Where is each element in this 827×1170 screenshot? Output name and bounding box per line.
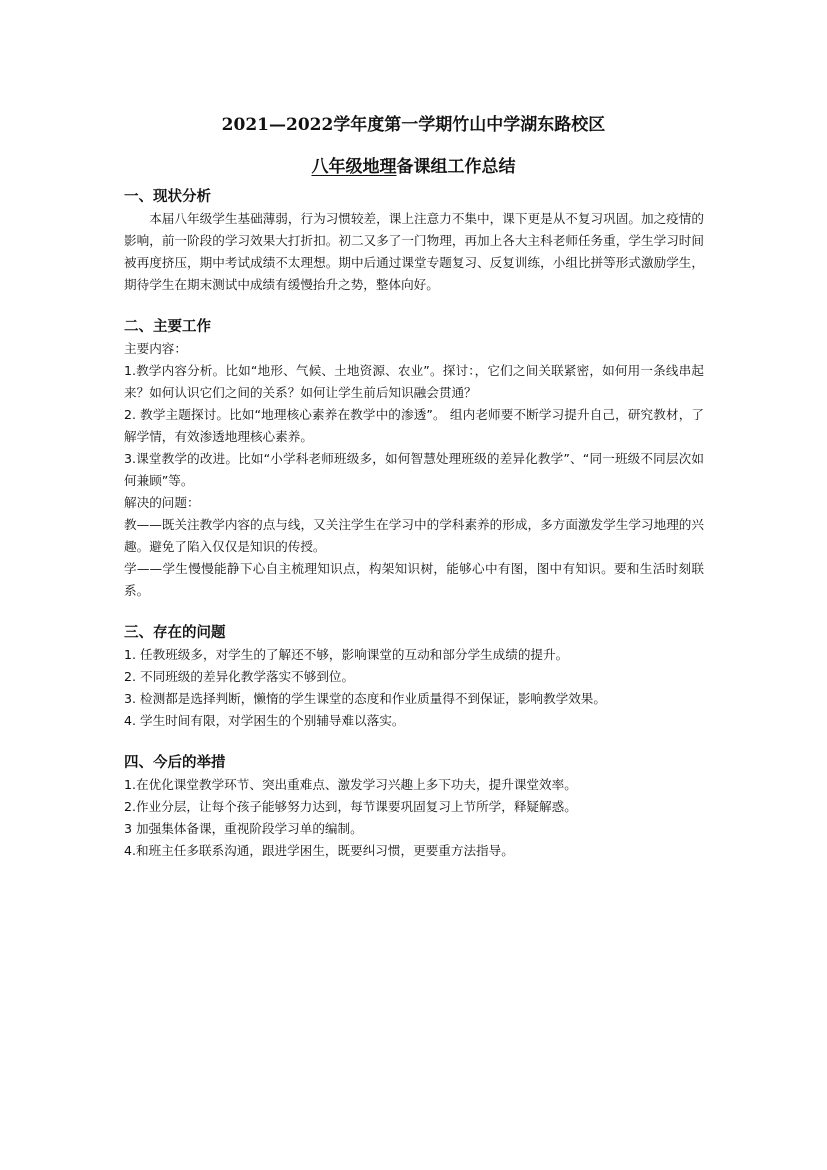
document-title: 2021—2022学年度第一学期竹山中学湖东路校区	[221, 115, 606, 135]
list-item: 4.和班主任多联系沟通，跟进学困生，既要纠习惯，更要重方法指导。	[124, 843, 514, 858]
list-item: 2. 教学主题探讨。比如“地理核心素养在教学中的渗透”。 组内老师要不断学习提升自己，研究教材，了解学情，有效渗透地理核心素养。	[124, 407, 704, 444]
list-item: 学——学生慢慢能静下心自主梳理知识点，构架知识树，能够心中有图，图中有知识。要和生活时刻联系。	[124, 561, 704, 598]
list-item: 3.课堂教学的改进。比如“小学科老师班级多，如何智慧处理班级的差异化教学”、“同一班级不同层次如何兼顾”等。	[124, 451, 704, 488]
section-heading-3: 三、存在的问题	[124, 624, 226, 641]
list-item: 2. 不同班级的差异化教学落实不够到位。	[124, 669, 355, 684]
section-2-subheading-content: 主要内容：	[124, 341, 187, 356]
list-item: 4. 学生时间有限，对学困生的个别辅导难以落实。	[124, 713, 405, 728]
document-body	[124, 186, 704, 862]
list-item: 1.在优化课堂教学环节、突出重难点、激发学习兴趣上多下功夫，提升课堂效率。	[124, 777, 577, 792]
section-heading-1: 一、现状分析	[124, 188, 211, 205]
list-item: 1. 任教班级多，对学生的了解还不够，影响课堂的互动和部分学生成绩的提升。	[124, 647, 569, 662]
section-1-paragraph: 本届八年级学生基础薄弱，行为习惯较差，课上注意力不集中，课下更是从不复习巩固。加之疫情的影响，前一阶段的学习效果大打折扣。初二又多了一门物理，再加上各大主科老师任务重，学生学习时间被再度挤压，期中考试成绩不太理想。期中后通过课堂专题复习、反复训练，小组比拼等形式激励学生，期待学生在期末测试中成绩有缓慢抬升之势，整体向好。	[124, 211, 704, 292]
subtitle-underlined: 八年级地理	[311, 157, 397, 177]
section-heading-4: 四、今后的举措	[124, 754, 226, 771]
list-item: 3. 检测都是选择判断，懒惰的学生课堂的态度和作业质量得不到保证，影响教学效果。	[124, 691, 606, 706]
list-item: 教——既关注教学内容的点与线，又关注学生在学习中的学科素养的形成，多方面激发学生学习地理的兴趣。避免了陷入仅仅是知识的传授。	[124, 517, 704, 554]
list-item: 1.教学内容分析。比如“地形、气候、土地资源、农业”。探讨：，它们之间关联紧密，如何用一条线串起来？如何认识它们之间的关系？如何让学生前后知识融会贯通？	[124, 363, 704, 400]
document-subtitle	[0, 156, 827, 178]
section-2-subheading-problems: 解决的问题：	[124, 495, 200, 510]
list-item: 3 加强集体备课，重视阶段学习单的编制。	[124, 821, 363, 836]
section-heading-2: 二、主要工作	[124, 318, 211, 335]
subtitle-rest: 备课组工作总结	[396, 157, 516, 177]
list-item: 2.作业分层，让每个孩子能够努力达到，每节课要巩固复习上节所学，释疑解惑。	[124, 799, 577, 814]
